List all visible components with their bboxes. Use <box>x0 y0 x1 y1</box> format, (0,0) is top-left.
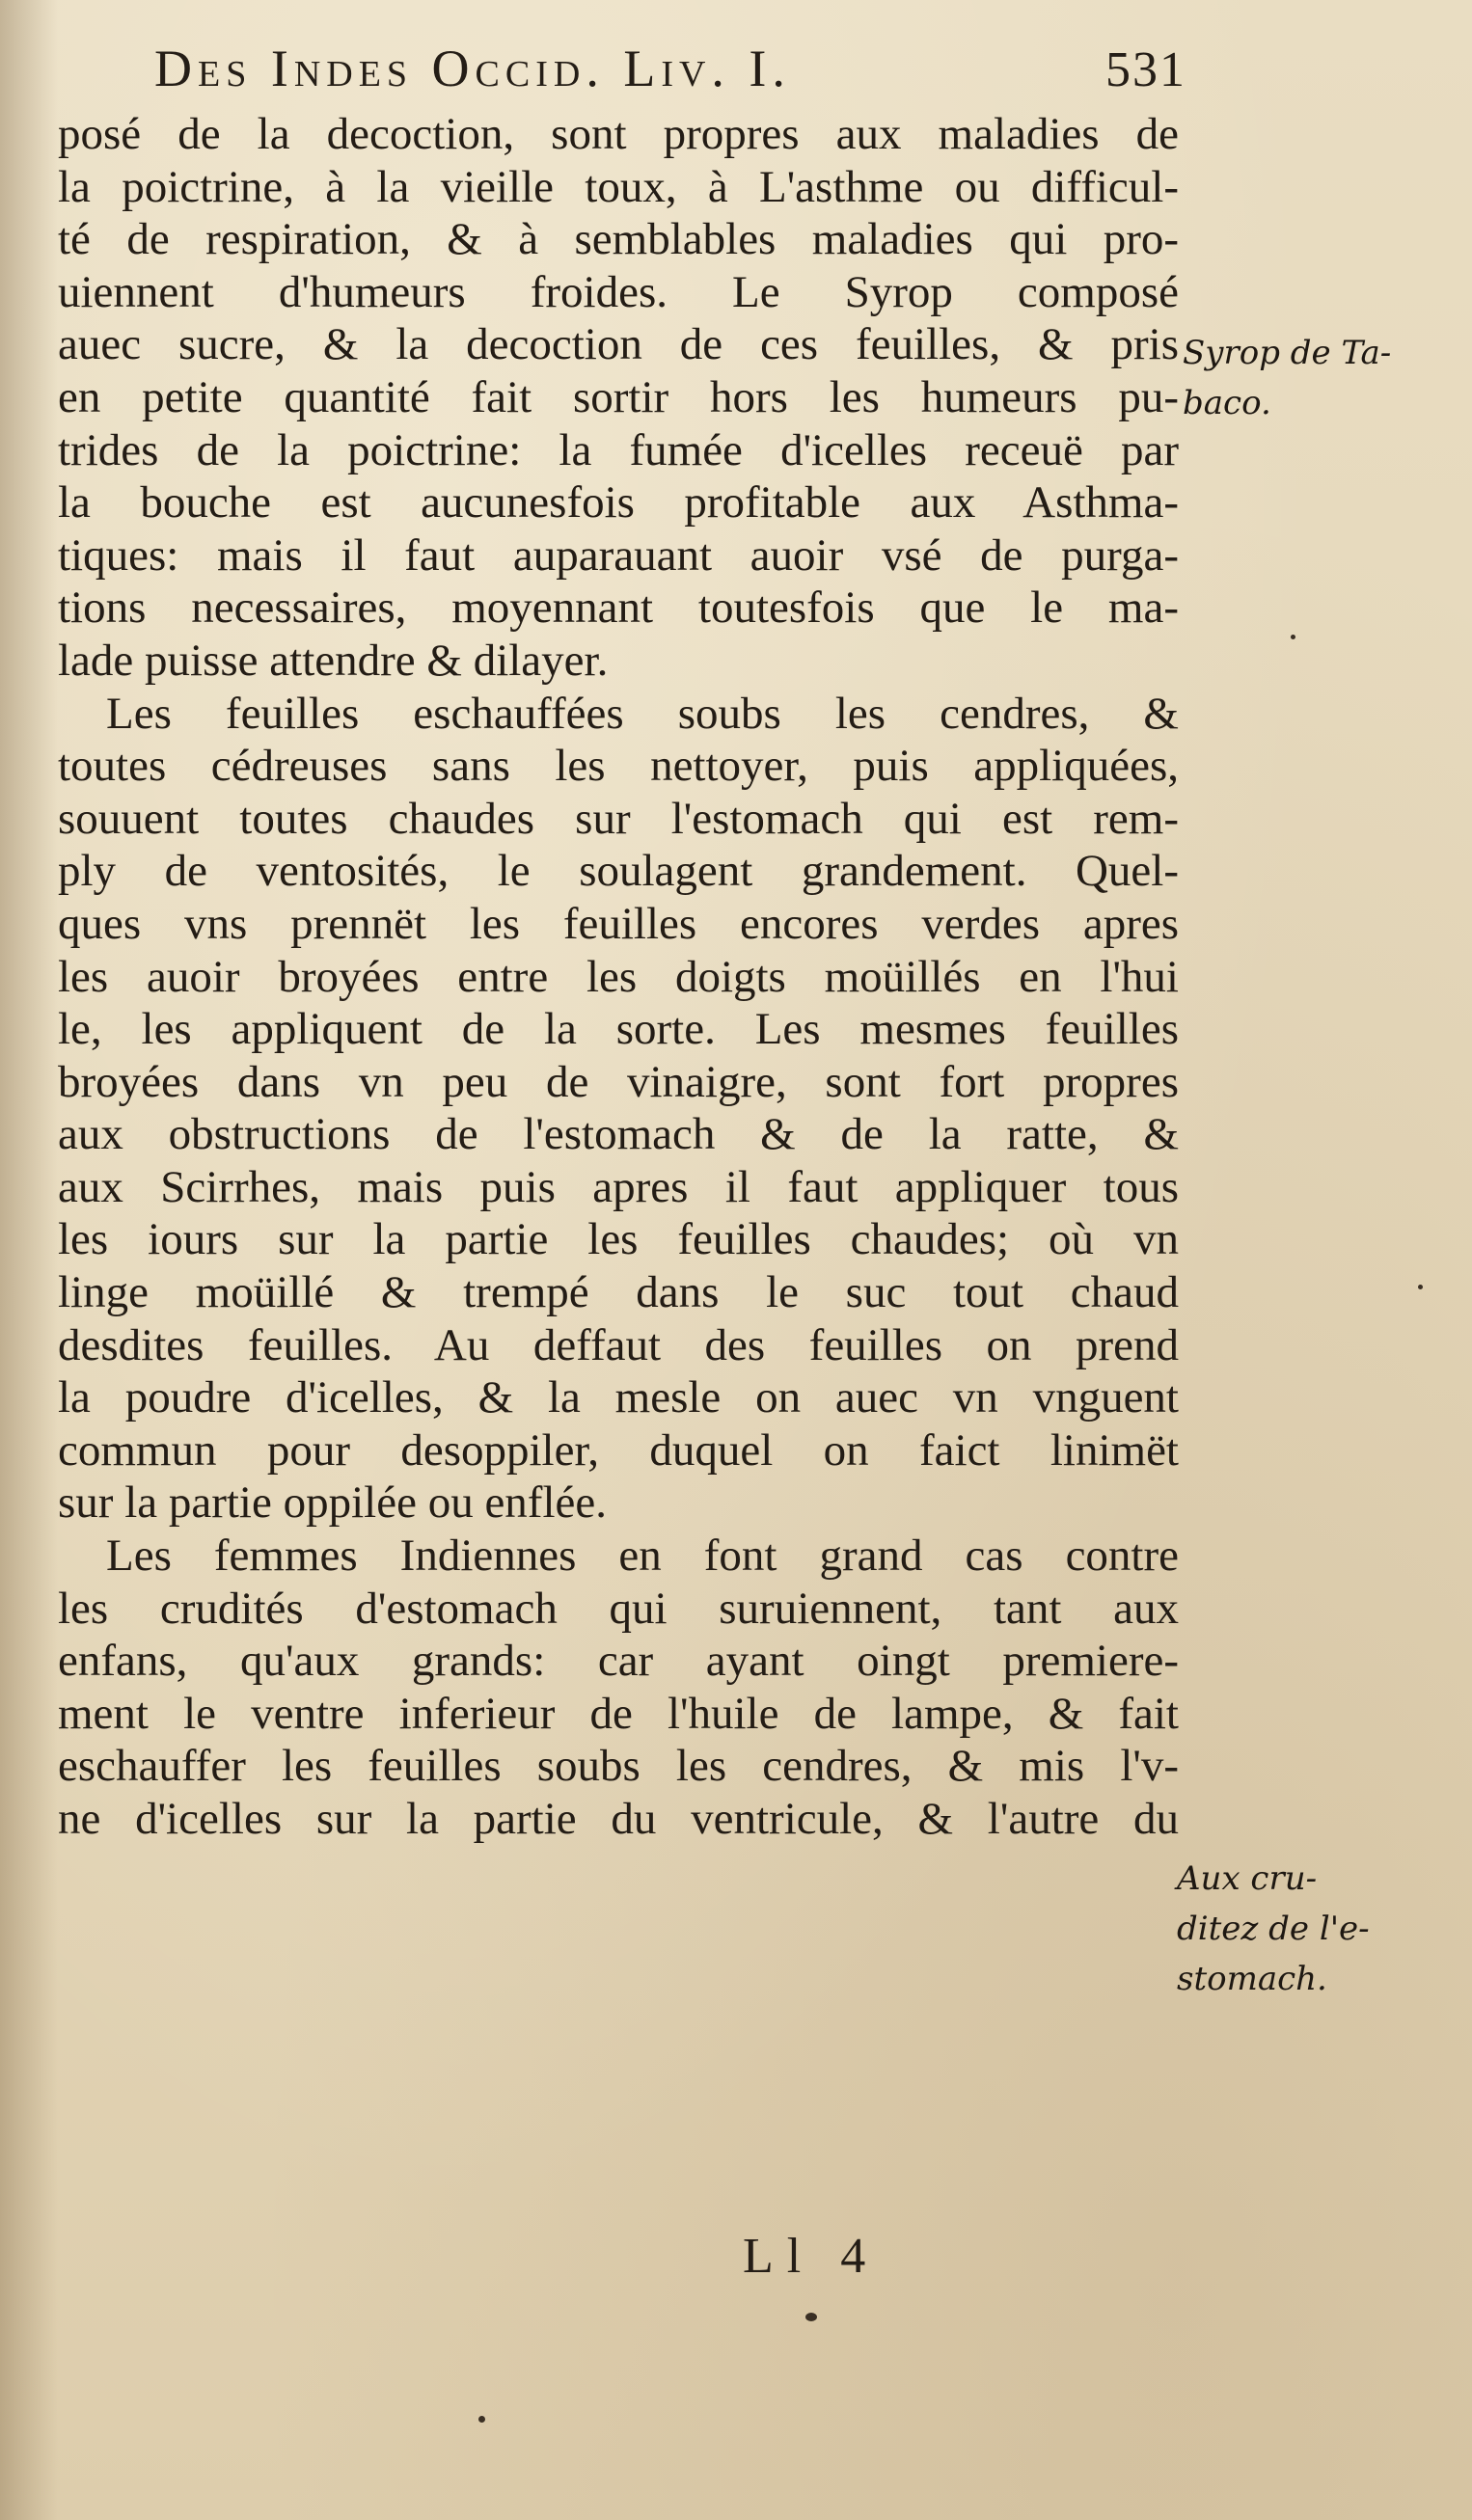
page-number: 531 <box>1105 42 1186 97</box>
text-line: la bouche est aucunesfois profitable aux Asthma- <box>58 477 1179 528</box>
text-line: tions necessaires, moyennant toutesfois que le ma- <box>58 583 1179 634</box>
text-line: tiques: mais il faut auparauant auoir vsé de purga- <box>58 529 1179 581</box>
text-line: té de respiration, & à semblables maladies qui pro- <box>58 214 1179 265</box>
text-line: broyées dans vn peu de vinaigre, sont fort propres <box>58 1056 1179 1107</box>
text-line: desdites feuilles. Au deffaut des feuilles on prend <box>58 1319 1179 1370</box>
ink-speck <box>478 2416 485 2423</box>
text-line: la poudre d'icelles, & la mesle on auec vn vnguent <box>58 1372 1179 1423</box>
margin-note-line: Syrop de Ta- <box>1183 334 1392 372</box>
text-line: lade puisse attendre & dilayer. <box>58 635 609 686</box>
text-line: aux Scirrhes, mais puis apres il faut appliquer tous <box>58 1161 1179 1212</box>
signature-mark: Ll 4 <box>743 2229 880 2284</box>
margin-note-crudites <box>1177 1854 1370 2004</box>
text-line: souuent toutes chaudes sur l'estomach qui est rem- <box>58 793 1179 844</box>
running-header <box>154 39 1186 106</box>
text-line: en petite quantité fait sortir hors les humeurs pu- <box>58 371 1179 422</box>
text-line: trides de la poictrine: la fumée d'icelles receuë par <box>58 424 1179 475</box>
text-line: commun pour desoppiler, duquel on faict linimët <box>58 1424 1179 1476</box>
text-line: uiennent d'humeurs froides. Le Syrop composé <box>58 266 1179 317</box>
margin-note-line: stomach. <box>1177 1960 1327 1998</box>
text-line: la poictrine, à la vieille toux, à L'asthme ou difficul- <box>58 161 1179 212</box>
paragraph-start-line: Les femmes Indiennes en font grand cas contre <box>106 1531 1179 1582</box>
margin-note-line: baco. <box>1183 384 1271 422</box>
text-line: linge moüillé & trempé dans le suc tout chaud <box>58 1267 1179 1318</box>
text-line: enfans, qu'aux grands: car ayant oingt premiere- <box>58 1636 1179 1687</box>
ink-speck <box>805 2313 817 2321</box>
text-line: aux obstructions de l'estomach & de la ratte, & <box>58 1109 1179 1160</box>
margin-note-syrop <box>1183 328 1391 428</box>
text-line: les auoir broyées entre les doigts moüillés en l'hui <box>58 951 1179 1002</box>
text-line: eschauffer les feuilles soubs les cendres, & mis l'v- <box>58 1741 1179 1792</box>
text-line: les crudités d'estomach qui suruiennent, tant aux <box>58 1583 1179 1634</box>
text-line: ne d'icelles sur la partie du ventricule, & l'autre du <box>58 1794 1179 1844</box>
text-line: ques vns prennët les feuilles encores verdes apres <box>58 898 1179 949</box>
text-line: les iours sur la partie les feuilles chaudes; où vn <box>58 1214 1179 1265</box>
text-line: le, les appliquent de la sorte. Les mesmes feuilles <box>58 1004 1179 1055</box>
text-line: sur la partie oppilée ou enflée. <box>58 1477 607 1529</box>
margin-note-line: Aux cru- <box>1177 1859 1318 1898</box>
margin-note-line: ditez de l'e- <box>1177 1910 1370 1948</box>
ink-speck <box>1291 635 1295 639</box>
text-line: posé de la decoction, sont propres aux maladies de <box>58 109 1179 159</box>
text-line: auec sucre, & la decoction de ces feuilles, & pris <box>58 319 1179 370</box>
ink-speck <box>1418 1285 1423 1289</box>
text-line: ply de ventosités, le soulagent grandement. Quel- <box>58 846 1179 897</box>
body-text <box>58 108 1179 1846</box>
text-line: toutes cédreuses sans les nettoyer, puis appliquées, <box>58 741 1179 792</box>
text-line: ment le ventre inferieur de l'huile de lampe, & fait <box>58 1688 1179 1739</box>
binding-shadow <box>0 0 58 2520</box>
paragraph-start-line: Les feuilles eschauffées soubs les cendres, & <box>106 688 1179 739</box>
running-title: Des Indes Occid. Liv. I. <box>154 40 791 97</box>
